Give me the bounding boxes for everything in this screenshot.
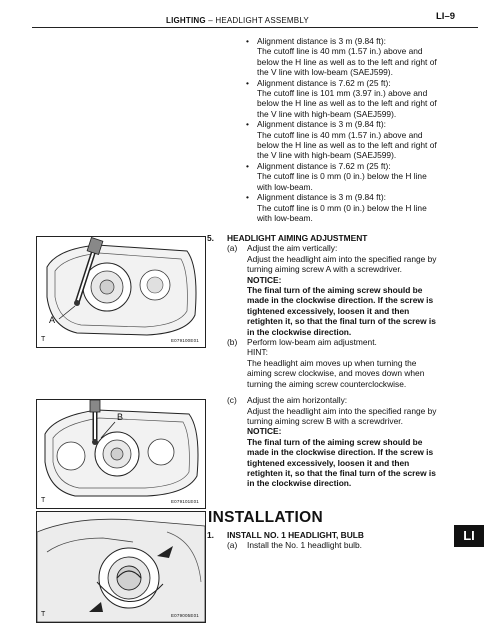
substep-line: Install the No. 1 headlight bulb. [247, 540, 363, 551]
bullet-line: below the H line as well as to the left and right of [257, 140, 437, 151]
substep-label: (a) [227, 243, 238, 254]
install-step-1a [207, 540, 457, 550]
figure-aim-screw-a [36, 236, 206, 348]
bullet-item [244, 36, 462, 78]
bullet-icon: • [246, 192, 249, 203]
step-5c [207, 395, 457, 489]
bullet-line: the V line with high-beam (SAEJ599). [257, 150, 397, 161]
header-subsection: HEADLIGHT ASSEMBLY [215, 16, 309, 25]
notice-line: retighten it, so that the final turn of the screw is [247, 467, 436, 478]
notice-label: NOTICE: [247, 274, 282, 285]
notice-line: tightened excessively, loosen it and then [247, 305, 410, 316]
substep-label: (b) [227, 337, 238, 348]
bullet-line: Alignment distance is 7.62 m (25 ft): [257, 160, 391, 171]
bullet-line: with low-beam. [257, 212, 313, 223]
notice-line: tightened excessively, loosen it and then [247, 457, 410, 468]
install-step-1 [207, 530, 457, 551]
callout-label: A [49, 315, 56, 325]
figure-bulb-install [36, 511, 206, 623]
headlight-illustration-a [37, 237, 205, 347]
headlight-illustration-b [37, 400, 205, 508]
notice-line: The final turn of the aiming screw should be [247, 436, 423, 447]
substep-label: (c) [227, 395, 237, 406]
alignment-bullet-list [244, 36, 462, 223]
figure-code: E079100E01 [170, 338, 199, 343]
bullet-line: the V line with low-beam (SAEJ599). [257, 67, 393, 78]
bullet-icon: • [246, 77, 249, 88]
substep-heading: Adjust the aim horizontally: [247, 395, 348, 406]
bullet-line: Alignment distance is 7.62 m (25 ft): [257, 77, 391, 88]
bullet-item [244, 161, 462, 192]
step-title: HEADLIGHT AIMING ADJUSTMENT [227, 233, 368, 243]
substep-label: (a) [227, 540, 238, 551]
substep-line: turning aiming screw A with a screwdriver. [247, 264, 402, 275]
step-number: 5. [207, 233, 214, 243]
substep-line: turning aiming screw B with a screwdriver. [247, 415, 403, 426]
page-header [0, 0, 484, 30]
bulb-illustration [37, 512, 205, 622]
substep-heading: Perform low-beam aim adjustment. [247, 337, 377, 348]
bullet-line: the V line with high-beam (SAEJ599). [257, 108, 397, 119]
bullet-line: The cutoff line is 40 mm (1.57 in.) above and [257, 46, 423, 57]
bullet-line: below the H line as well as to the left and right of [257, 98, 437, 109]
bullet-item [244, 192, 462, 223]
header-rule [32, 27, 478, 28]
step-5-heading [207, 233, 457, 243]
bullet-line: The cutoff line is 0 mm (0 in.) below the H line [257, 171, 427, 182]
bullet-item [244, 78, 462, 120]
page-number: LI–9 [436, 11, 456, 22]
bullet-line: Alignment distance is 3 m (9.84 ft): [257, 119, 386, 130]
substep-line: Adjust the headlight aim into the specified range by [247, 253, 437, 264]
callout-label: B [117, 412, 124, 422]
step-5-section [207, 233, 457, 489]
installation-heading: INSTALLATION [208, 509, 323, 526]
bullet-item [244, 119, 462, 161]
notice-line: made in the clockwise direction. If the screw is [247, 447, 434, 458]
substep-line: Adjust the headlight aim into the specified range by [247, 405, 437, 416]
bullet-line: Alignment distance is 3 m (9.84 ft): [257, 192, 386, 203]
step-5a [207, 243, 457, 337]
header-title [166, 16, 309, 25]
notice-line: in the clockwise direction. [247, 326, 352, 337]
bullet-line: Alignment distance is 3 m (9.84 ft): [257, 36, 386, 46]
figure-aim-screw-b [36, 399, 206, 509]
header-section: LIGHTING [166, 16, 206, 25]
bullet-line: The cutoff line is 0 mm (0 in.) below the H line [257, 202, 427, 213]
bullet-icon: • [246, 36, 249, 46]
step-5b [207, 337, 457, 389]
section-tab-badge: LI [454, 525, 484, 547]
hint-line: turning the aiming screw counterclockwise. [247, 378, 407, 389]
bullet-line: The cutoff line is 101 mm (3.97 in.) above and [257, 88, 428, 99]
bullet-line: The cutoff line is 40 mm (1.57 in.) above and [257, 129, 423, 140]
figure-t-mark: T [41, 497, 46, 504]
step-title: INSTALL NO. 1 HEADLIGHT, BULB [227, 530, 364, 540]
install-step-1-heading [207, 530, 457, 540]
bullet-icon: • [246, 119, 249, 130]
figure-t-mark: T [41, 336, 46, 343]
bullet-line: below the H line as well as to the left and right of [257, 56, 437, 67]
notice-line: in the clockwise direction. [247, 478, 352, 489]
header-separator: – [208, 16, 213, 25]
figure-code: E079005E01 [170, 613, 199, 618]
notice-line: retighten it, so that the final turn of the screw is [247, 316, 436, 327]
notice-line: The final turn of the aiming screw should be [247, 285, 423, 296]
bullet-icon: • [246, 160, 249, 171]
hint-line: The headlight aim moves up when turning the [247, 357, 417, 368]
notice-line: made in the clockwise direction. If the screw is [247, 295, 434, 306]
bullet-line: with low-beam. [257, 181, 313, 192]
figure-t-mark: T [41, 611, 46, 618]
figure-code: E079101E01 [170, 499, 199, 504]
hint-label: HINT: [247, 347, 268, 358]
notice-label: NOTICE: [247, 426, 282, 437]
substep-heading: Adjust the aim vertically: [247, 243, 338, 254]
hint-line: aiming screw clockwise, and moves down when [247, 368, 425, 379]
step-number: 1. [207, 530, 214, 540]
